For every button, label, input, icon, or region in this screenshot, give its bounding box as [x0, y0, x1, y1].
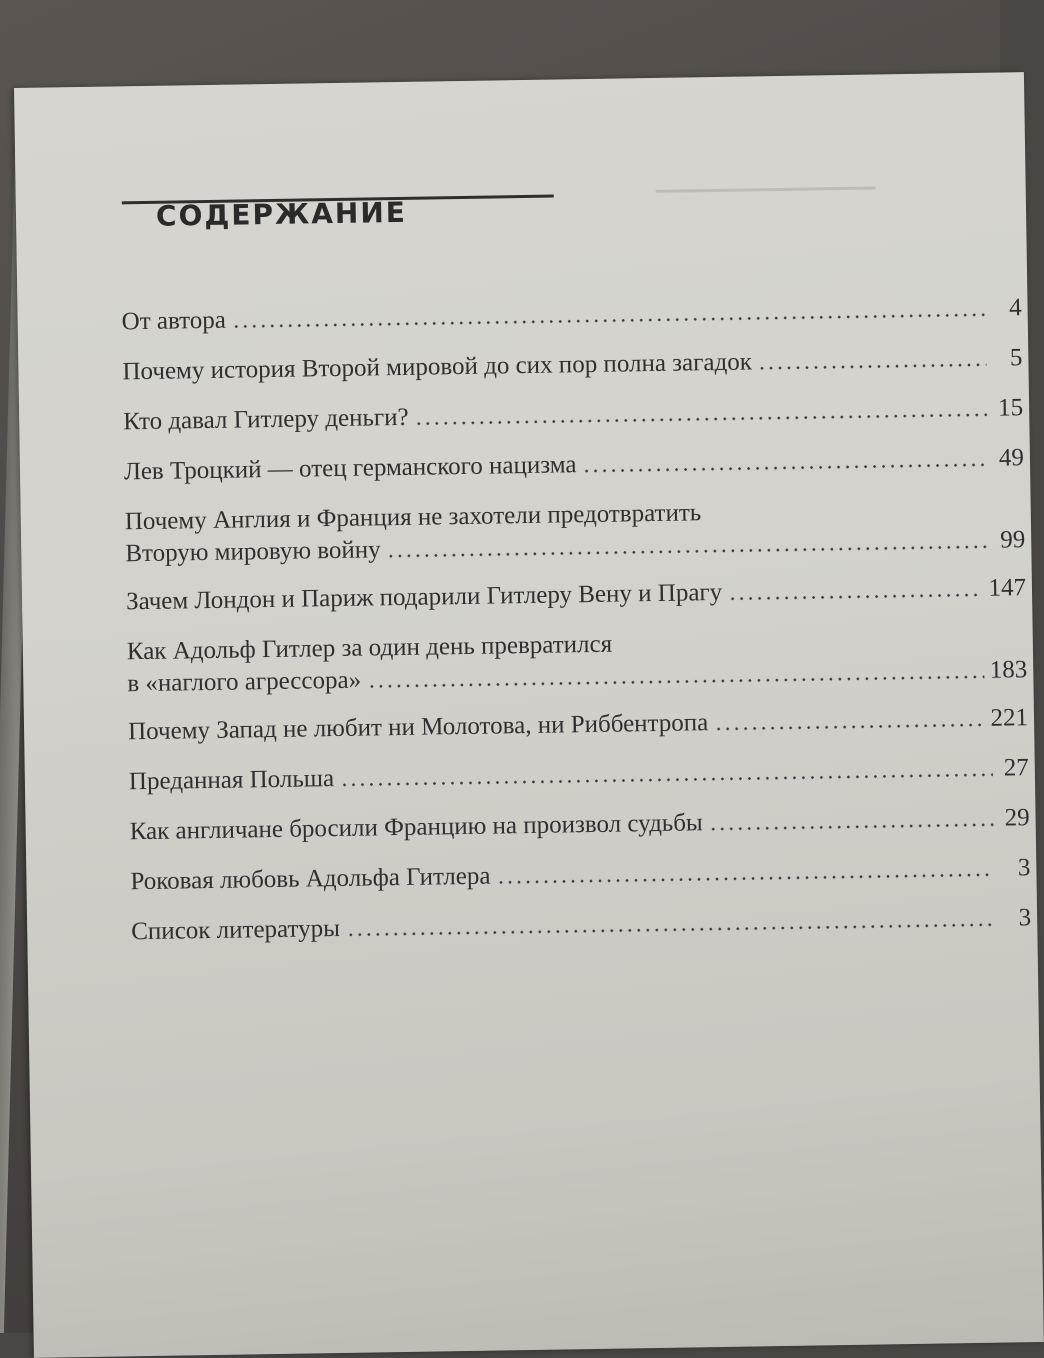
toc-leader-dots — [346, 923, 995, 937]
toc-title: От автора — [121, 306, 227, 336]
toc-leader-dots — [728, 593, 982, 601]
toc-leader-dots — [367, 675, 984, 689]
toc-leader-dots — [583, 463, 989, 473]
contents-heading: СОДЕРЖАНИЕ — [155, 195, 408, 233]
toc-title: Почему Запад не любит ни Молотова, ни Риббентропа — [127, 709, 709, 746]
toc-page-number: 3 — [1018, 904, 1032, 932]
toc-leader-dots — [387, 545, 990, 558]
toc-leader-dots — [497, 873, 995, 885]
toc-entry — [125, 492, 1026, 586]
toc-page-number: 183 — [989, 656, 1028, 684]
toc-title: Зачем Лондон и Париж подарили Гитлеру Вену и Прагу — [125, 578, 723, 616]
toc-page-number: 221 — [990, 704, 1029, 732]
toc-page-number: 29 — [1004, 804, 1030, 832]
toc-title-continued: Вторую мировую войну — [125, 536, 381, 568]
toc-page-number: 99 — [1000, 526, 1026, 554]
bleed-through-shadow — [656, 186, 876, 216]
toc-entry — [127, 622, 1028, 716]
toc-page-number: 147 — [988, 574, 1027, 602]
toc-title: Почему история Второй мировой до сих пор полна загадок — [122, 348, 753, 386]
toc-leader-dots — [232, 313, 986, 329]
toc-leader-dots — [758, 363, 987, 371]
book-page — [14, 72, 1044, 1358]
toc-page-number: 49 — [998, 444, 1025, 472]
toc-leader-dots — [714, 723, 984, 731]
toc-title: Почему Англия и Франция не захотели предотвратить — [124, 499, 702, 536]
toc-title: Преданная Польша — [128, 765, 335, 796]
toc-title: Кто давал Гитлеру деньги? — [123, 403, 409, 436]
toc-title: Как англичане бросили Францию на произвол судьбы — [129, 809, 703, 846]
toc-title: Роковая любовь Адольфа Гитлера — [130, 862, 491, 896]
toc-title: Лев Троцкий — отец германского нацизма — [123, 451, 577, 486]
toc-page-number: 15 — [997, 394, 1024, 422]
toc-leader-dots — [415, 413, 988, 426]
toc-leader-dots — [340, 773, 993, 787]
toc-title: Как Адольф Гитлер за один день превратился — [126, 630, 613, 666]
toc-page-number: 5 — [1009, 344, 1023, 372]
toc-title-continued: в «наглого агрессора» — [127, 666, 362, 698]
toc-page-number: 27 — [1003, 754, 1030, 782]
table-of-contents — [121, 292, 1031, 966]
toc-title: Список литературы — [131, 914, 341, 946]
toc-page-number: 3 — [1017, 854, 1031, 882]
toc-page-number: 4 — [1008, 294, 1022, 322]
toc-leader-dots — [709, 823, 994, 831]
